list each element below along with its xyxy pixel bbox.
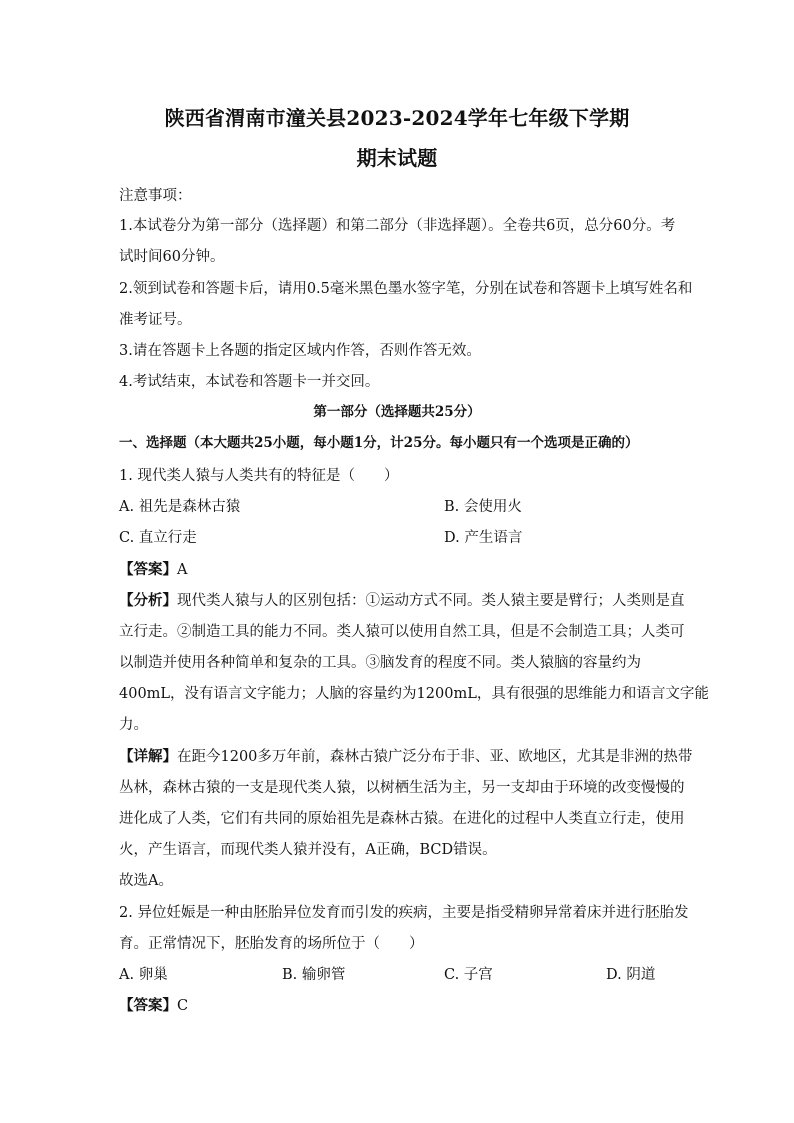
q1-analysis-3: 以制造并使用各种简单和复杂的工具。③脑发育的程度不同。类人猿脑的容量约为 <box>119 655 641 671</box>
q2-stem-2: 育。正常情况下，胚胎发育的场所位于（ ） <box>119 936 424 952</box>
notice-item-1b: 试时间60分钟。 <box>119 249 225 265</box>
q1-answer-label: 【答案】 <box>119 561 177 578</box>
q1-stem: 1. 现代类人猿与人类共有的特征是（ ） <box>119 468 399 484</box>
part1-heading: 第一部分（选择题共25分） <box>313 404 481 420</box>
q1-option-d: D. 产生语言 <box>444 530 523 546</box>
q1-analysis-5: 力。 <box>119 717 148 733</box>
exam-title: 陕西省渭南市潼关县2023-2024学年七年级下学期 <box>164 106 630 130</box>
q2-answer-label: 【答案】 <box>119 997 177 1014</box>
exam-subtitle: 期末试题 <box>356 146 438 170</box>
q1-detail-2: 丛林，森林古猿的一支是现代类人猿，以树栖生活为主，另一支却由于环境的改变慢慢的 <box>119 780 685 796</box>
notice-item-3: 3.请在答题卡上各题的指定区域内作答，否则作答无效。 <box>119 343 481 359</box>
notice-item-1a: 1.本试卷分为第一部分（选择题）和第二部分（非选择题）。全卷共6页，总分60分。考 <box>119 218 676 234</box>
q1-detail-3: 进化成了人类，它们有共同的原始祖先是森林古猿。在进化的过程中人类直立行走，使用 <box>119 811 685 827</box>
q1-detail-label: 【详解】 <box>119 748 177 765</box>
q2-option-d: D. 阴道 <box>606 967 656 983</box>
q1-analysis-2: 立行走。②制造工具的能力不同。类人猿可以使用自然工具，但是不会制造工具；人类可 <box>119 624 685 640</box>
q1-detail-text: 在距今1200多万年前，森林古猿广泛分布于非、亚、欧地区，尤其是非洲的热带 <box>177 749 693 765</box>
notice-item-2b: 准考证号。 <box>119 312 192 328</box>
notice-heading: 注意事项： <box>119 188 192 204</box>
q2-stem-1: 2. 异位妊娠是一种由胚胎异位发育而引发的疾病，主要是指受精卵异常着床并进行胚胎发 <box>119 905 689 921</box>
q1-option-a: A. 祖先是森林古猿 <box>119 499 241 515</box>
q2-option-a: A. 卵巢 <box>119 967 168 983</box>
q2-answer <box>119 999 679 1014</box>
q1-analysis-1 <box>119 592 685 609</box>
q2-option-b: B. 输卵管 <box>282 967 346 983</box>
q2-answer-value: C <box>177 998 189 1014</box>
q1-detail-1 <box>119 748 693 765</box>
section-heading: 一、选择题（本大题共25小题，每小题1分，计25分。每小题只有一个选项是正确的） <box>119 435 639 451</box>
q2-option-c: C. 子宫 <box>444 967 493 983</box>
notice-item-2a: 2.领到试卷和答题卡后，请用0.5毫米黑色墨水签字笔，分别在试卷和答题卡上填写姓名和 <box>119 281 693 297</box>
q1-option-b: B. 会使用火 <box>444 499 522 515</box>
q1-option-c: C. 直立行走 <box>119 530 197 546</box>
notice-item-4: 4.考试结束，本试卷和答题卡一并交回。 <box>119 374 380 390</box>
q1-answer-value: A <box>177 562 188 578</box>
q1-answer <box>119 563 679 578</box>
q1-conclusion: 故选A。 <box>119 873 173 889</box>
q1-analysis-label: 【分析】 <box>119 592 177 609</box>
q1-detail-4: 火，产生语言，而现代类人猿并没有，A正确，BCD错误。 <box>119 842 497 858</box>
q1-analysis-text: 现代类人猿与人的区别包括：①运动方式不同。类人猿主要是臂行；人类则是直 <box>177 593 685 609</box>
q1-analysis-4: 400mL，没有语言文字能力；人脑的容量约为1200mL，具有很强的思维能力和语言文字能 <box>119 686 709 702</box>
